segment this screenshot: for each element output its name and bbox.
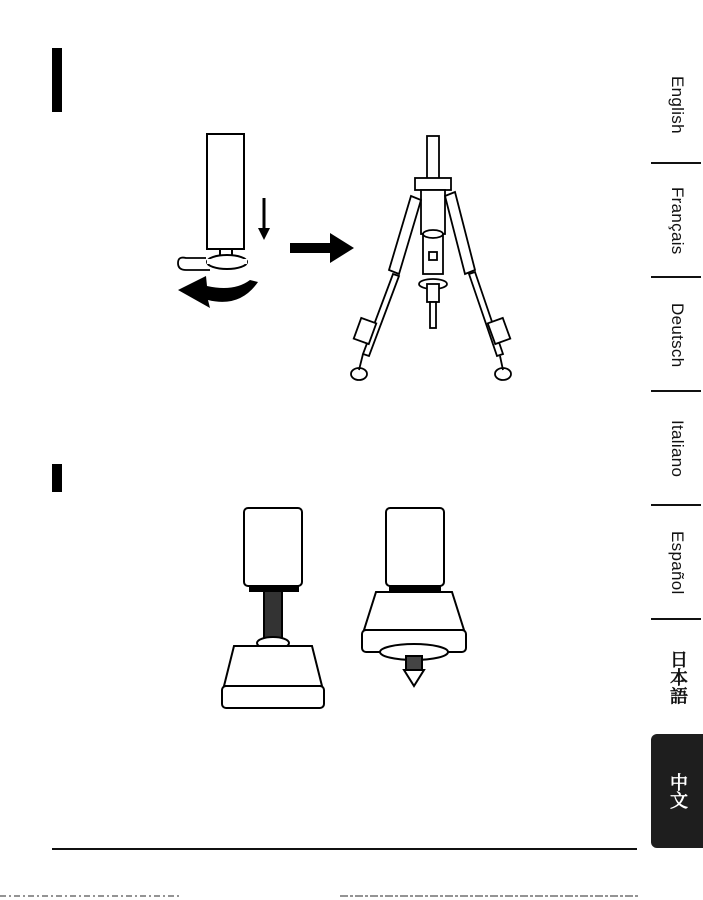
rotate-arrow-icon: [178, 276, 258, 308]
footer-rule: [52, 848, 637, 850]
language-sidebar: [651, 48, 703, 848]
tab-label: Deutsch: [668, 302, 687, 368]
tab-label: Italiano: [668, 420, 687, 478]
tripod-icon: [345, 134, 520, 388]
leg-hexkey-illustration: [170, 130, 280, 320]
tab-francais[interactable]: [651, 164, 703, 278]
foot-retracted-icon: [360, 506, 468, 692]
tab-deutsch[interactable]: [651, 278, 703, 392]
tab-label: Español: [668, 531, 687, 595]
tab-label: English: [668, 76, 687, 134]
tab-label: 中文: [667, 772, 688, 810]
tab-espanol[interactable]: [651, 506, 703, 620]
hex-key-icon: [178, 258, 210, 270]
tab-italiano[interactable]: [651, 392, 703, 506]
leg-tube-icon: [207, 134, 247, 269]
tab-label: 日本語: [667, 649, 688, 705]
foot-screwed-icon: [220, 506, 326, 712]
section-marker-2: [52, 464, 62, 492]
section-marker-1: [52, 48, 62, 112]
tab-chinese[interactable]: [651, 734, 703, 848]
tab-japanese[interactable]: [651, 620, 703, 734]
down-arrow-icon: [258, 198, 270, 240]
tab-english[interactable]: [651, 48, 703, 162]
scan-artifact-strip: [0, 893, 703, 900]
tab-label: Français: [668, 187, 687, 255]
